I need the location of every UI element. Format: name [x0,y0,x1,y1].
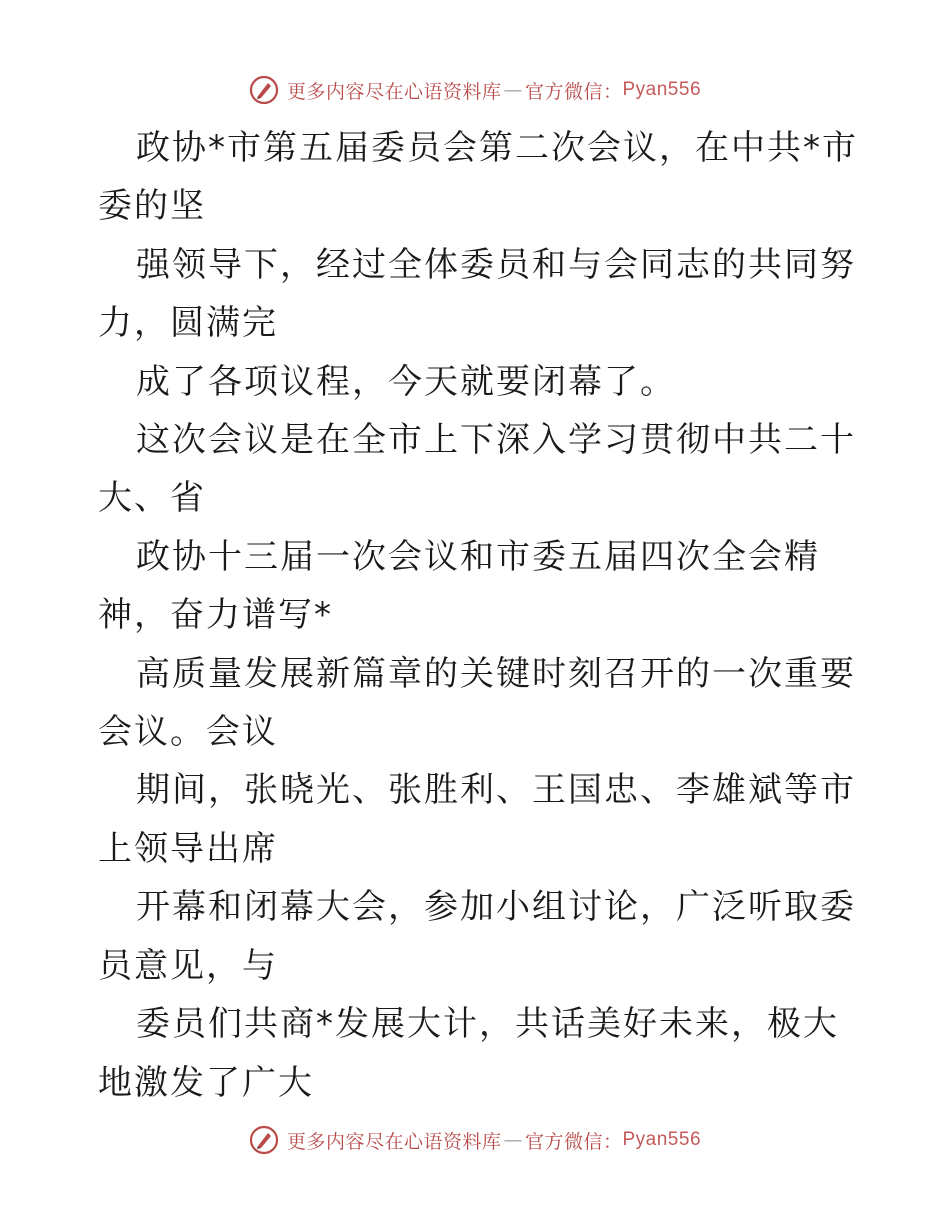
header-separator: — [503,79,523,101]
paragraph: 委员们共商*发展大计，共话美好未来，极大地激发了广大 [98,1004,839,1103]
paragraph: 期间，张晓光、张胜利、王国忠、李雄斌等市上领导出席 [98,770,856,869]
paragraph: 这次会议是在全市上下深入学习贯彻中共二十大、省 [98,420,856,519]
footer-wechat-id: Pyan556 [622,1129,702,1150]
header-wechat-id: Pyan556 [622,79,702,100]
paragraph: 成了各项议程，今天就要闭幕了。 [136,361,676,402]
paragraph: 开幕和闭幕大会，参加小组讨论，广泛听取委员意见，与 [98,887,856,986]
body-text [98,119,868,1112]
footer-separator: — [503,1129,523,1151]
header-text: 更多内容尽在心语资料库 [286,80,502,103]
paragraph: 政协*市第五届委员会第二次会议，在中共*市委的坚 [98,128,858,227]
paragraph: 高质量发展新篇章的关键时刻召开的一次重要会议。会议 [98,653,856,753]
pen-logo-icon [249,1125,279,1155]
footer-wechat-label: 官方微信： [524,1130,623,1153]
footer-banner [0,1120,950,1160]
header-wechat-label: 官方微信： [524,80,623,103]
footer-text: 更多内容尽在心语资料库 [286,1130,502,1153]
header-banner [0,70,950,110]
pen-logo-icon [249,75,279,105]
paragraph: 强领导下，经过全体委员和与会同志的共同努力，圆满完 [98,244,856,344]
paragraph: 政协十三届一次会议和市委五届四次全会精神，奋力谱写* [98,536,820,636]
